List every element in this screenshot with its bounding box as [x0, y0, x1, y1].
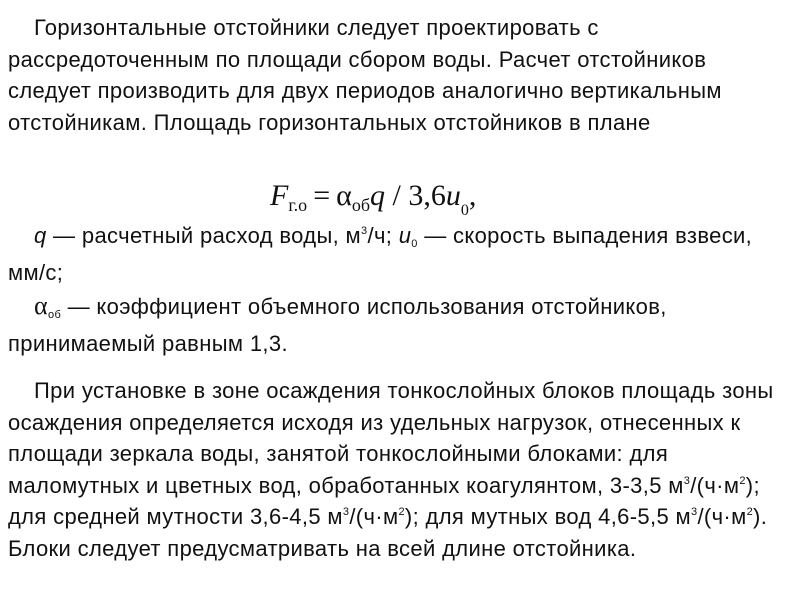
paragraph2-sup1: 3 [683, 474, 691, 487]
paragraph-intro: Горизонтальные отстойники следует проектировать с рассредоточенным по площади сбором воды. Расчет отстойников следует производить для двух периодов аналогично вертикальным отстойникам. Площадь горизонтальных отстойников в плане [8, 15, 722, 135]
formula-q: q [370, 179, 385, 212]
paragraph2-sup6: 2 [746, 506, 754, 518]
definition-q-unit-sup: 3 [361, 225, 368, 237]
paragraph2-sup5: 3 [691, 506, 698, 518]
formula-F: F [270, 179, 289, 212]
definition-u-text: — скорость выпадения взвеси, мм/с; [8, 223, 753, 285]
formula-divisor: / 3,6 [385, 179, 446, 212]
formula-comma: , [468, 179, 477, 212]
paragraph2-part4: /(ч·м [349, 504, 399, 529]
definition-alpha-symbol: α [34, 291, 48, 320]
paragraph2-sup2: 2 [739, 474, 746, 487]
definition-alpha [8, 290, 792, 359]
formula-u-subscript: 0 [460, 202, 469, 219]
formula-alpha: α [336, 179, 352, 212]
paragraph2-sup4: 2 [398, 506, 405, 518]
definition-u-subscript: 0 [411, 238, 418, 250]
definition-u-symbol: u [398, 223, 412, 248]
definition-q-symbol: q [34, 223, 47, 248]
definition-alpha-subscript: об [47, 309, 62, 321]
formula-alpha-subscript: об [351, 195, 370, 215]
paragraph2-part3: ); для средней мутности 3,6-4,5 м [8, 472, 760, 529]
paragraph2-part6: /(ч·м [697, 504, 747, 529]
definition-q-text: — расчетный расход воды, м [46, 223, 362, 248]
definition-q [8, 220, 792, 288]
paragraph2-sup3: 3 [342, 506, 350, 518]
paragraph-thin-layer-blocks [8, 375, 792, 564]
paragraph2-part1: При установке в зоне осаждения тонкослойных блоков площадь зоны осаждения определяется исходя из удельных нагрузок, отнесенных к площади зеркала воды, занятой тонкослойными блоками: для маломутных и цветных вод, обработанных коагулянтом, 3-3,5 м [8, 378, 774, 498]
formula-F-subscript: г.о [288, 195, 308, 215]
definition-q-text-2: /ч; [367, 223, 399, 248]
paragraph2-part7: ). Блоки следует предусматривать на всей длине отстойника. [8, 504, 768, 561]
definition-alpha-text: — коэффициент объемного использования отстойников, принимаемый равным 1,3. [8, 294, 667, 356]
paragraph2-part5: ); для мутных вод 4,6-5,5 м [404, 504, 691, 529]
formula-area [270, 176, 590, 222]
paragraph2-part2: /(ч·м [690, 472, 740, 498]
formula-equals: = [313, 179, 331, 212]
formula-u: u [445, 179, 461, 212]
